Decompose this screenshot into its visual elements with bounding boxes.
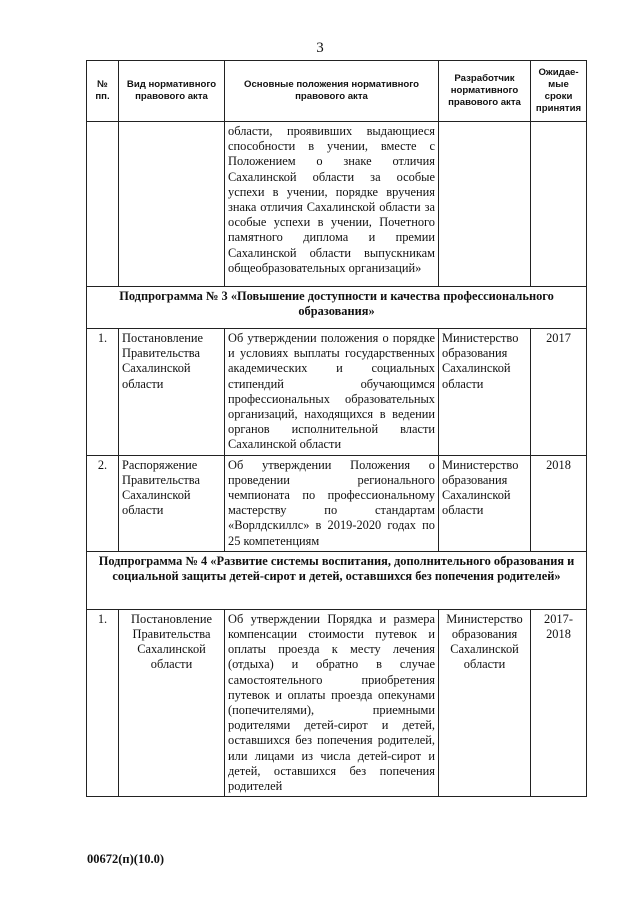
row-num: 2.	[87, 455, 119, 551]
row-num: 1.	[87, 329, 119, 456]
table-row	[87, 609, 587, 796]
row-developer: Министерство образования Сахалинской области	[439, 455, 531, 551]
table-row	[87, 455, 587, 551]
subprogram-3-row	[87, 287, 587, 329]
table-row-continuation	[87, 122, 587, 287]
row-deadline: 2017	[531, 329, 587, 456]
row-developer: Министерство образования Сахалинской области	[439, 329, 531, 456]
table-header-row	[87, 61, 587, 122]
row-act-kind: Постановление Правительства Сахалинской области	[119, 609, 225, 796]
document-code: 00672(п)(10.0)	[87, 852, 164, 866]
continuation-provisions: области, проявивших выдающиеся способности в учении, вместе с Положением о знаке отличия Сахалинской области за особые успехи в учении, порядке вручения знака отличия Сахалинской области за особые успехи в учении, Почетного памятного диплома и премии Сахалинской области выпускникам общеобразовательных организаций»	[225, 122, 439, 287]
subprogram-4-row	[87, 551, 587, 609]
header-developer: Разработчик нормативного правового акта	[439, 61, 531, 122]
row-developer: Министерство образования Сахалинской области	[439, 609, 531, 796]
subprogram-4-title: Подпрограмма № 4 «Развитие системы воспитания, дополнительного образования и социальной защиты детей-сирот и детей, оставшихся без попечения родителей»	[87, 551, 587, 609]
row-act-kind: Распоряжение Правительства Сахалинской области	[119, 455, 225, 551]
header-act-kind: Вид нормативного правового акта	[119, 61, 225, 122]
row-provisions: Об утверждении Порядка и размера компенсации стоимости путевок и оплаты проезда к месту лечения (отдыха) и обратно в случае самостоятельного приобретения путевок и оплаты проезда опекунами (попечителями), приемными родителями детей-сирот и детей, оставшихся без попечения родителей, или лицами из числа детей-сирот и детей, оставшихся без попечения родителей	[225, 609, 439, 796]
table-row	[87, 329, 587, 456]
row-deadline: 2017-2018	[531, 609, 587, 796]
page-number: 3	[316, 40, 324, 56]
row-provisions: Об утверждении Положения о проведении регионального чемпионата по профессиональному мастерству по стандартам «Ворлдскиллс» в 2019-2020 годах по 25 компетенциям	[225, 455, 439, 551]
row-deadline: 2018	[531, 455, 587, 551]
header-deadline: Ожидае-мые сроки принятия	[531, 61, 587, 122]
row-num: 1.	[87, 609, 119, 796]
header-num: № пп.	[87, 61, 119, 122]
subprogram-3-title: Подпрограмма № 3 «Повышение доступности и качества профессионального образования»	[87, 287, 587, 329]
row-act-kind: Постановление Правительства Сахалинской области	[119, 329, 225, 456]
legal-acts-table	[86, 60, 587, 797]
row-provisions: Об утверждении положения о порядке и условиях выплаты государственных академических и социальных стипендий обучающимся профессиональных образовательных организаций, находящихся в ведении органов исполнительной власти Сахалинской области	[225, 329, 439, 456]
header-provisions: Основные положения нормативного правового акта	[225, 61, 439, 122]
